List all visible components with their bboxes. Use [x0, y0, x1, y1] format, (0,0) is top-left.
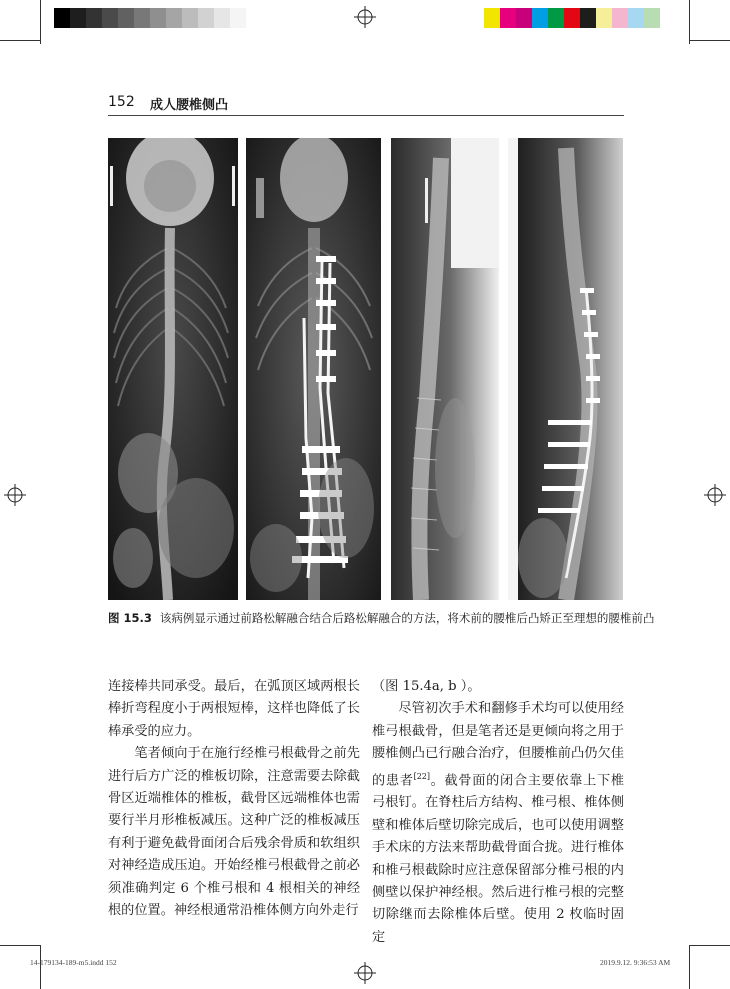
gray-step-swatch: [86, 8, 102, 28]
color-patch-swatch: [564, 8, 580, 28]
grayscale-calibration-bar: [54, 8, 246, 28]
gray-step-swatch: [102, 8, 118, 28]
color-patch-swatch: [596, 8, 612, 28]
color-patch-swatch: [500, 8, 516, 28]
color-patch-swatch: [644, 8, 660, 28]
registration-mark-left: [4, 484, 26, 506]
registration-mark-bottom: [354, 962, 376, 984]
gray-step-swatch: [54, 8, 70, 28]
color-patch-swatch: [532, 8, 548, 28]
color-patch-swatch: [580, 8, 596, 28]
paragraph: 笔者倾向于在施行经椎弓根截骨之前先进行后方广泛的椎板切除，注意需要去除截骨区近端椎体的椎板，截骨区远端椎体也需要行半月形椎板减压。这种广泛的椎板减压有利于避免截骨面闭合后残余骨质和软组织对神经造成压迫。开始经椎弓根截骨之前必须准确判定 6 个椎弓根和 4 根相关的神经根的位置。神经根通常沿椎体侧方向外走行: [108, 746, 360, 919]
postop-ap-xray: [246, 138, 381, 600]
gray-step-swatch: [198, 8, 214, 28]
postop-lateral-xray: [508, 138, 623, 600]
preop-lateral-xray: [391, 138, 499, 600]
footer-file-info: 14-179134-189-m5.indd 152: [30, 958, 117, 967]
preop-ap-xray: [108, 138, 238, 600]
color-patch-swatch: [484, 8, 500, 28]
gray-step-swatch: [134, 8, 150, 28]
running-title: 成人腰椎侧凸: [150, 98, 229, 113]
paragraph-text: 。截骨面的闭合主要依靠上下椎弓根钉。在脊柱后方结构、椎弓根、椎体侧壁和椎体后壁切除完成后，也可以使用调整手术床的方法来帮助截骨面合拢。进行椎体和椎弓根截除时应注意保留部分椎弓根的内侧壁以保护神经根。然后进行椎弓根的完整切除继而去除椎体后壁。使用 2 枚临时固定: [372, 773, 625, 945]
gray-step-swatch: [150, 8, 166, 28]
page-number: 152: [108, 94, 135, 110]
gray-step-swatch: [166, 8, 182, 28]
body-left-column: [108, 676, 360, 922]
body-right-column: [372, 676, 624, 949]
gray-step-swatch: [118, 8, 134, 28]
color-patch-swatch: [548, 8, 564, 28]
footer-timestamp: 2019.9.12. 9:36:53 AM: [600, 958, 671, 967]
figure-caption: [108, 610, 655, 626]
header-rule: [108, 115, 624, 116]
color-calibration-bar: [484, 8, 660, 28]
registration-mark-right: [704, 484, 726, 506]
gray-step-swatch: [230, 8, 246, 28]
paragraph-text: 尽管初次手术和翻修手术均可以使用经椎弓根截骨，但是笔者还是更倾向将之用于腰椎侧凸已行融合治疗，但腰椎前凸仍欠佳的患者: [372, 701, 624, 789]
gray-step-swatch: [182, 8, 198, 28]
figure-caption-text: 该病例显示通过前路松解融合结合后路松解融合的方法，将术前的腰椎后凸矫正至理想的腰椎前凸: [159, 611, 655, 625]
figure-label: 图 15.3: [108, 611, 152, 625]
paragraph: 连接棒共同承受。最后，在弧顶区域两根长棒折弯程度小于两根短棒，这样也降低了长棒承受的应力。: [108, 679, 360, 739]
registration-mark-top: [354, 6, 376, 28]
figure-xray-panel: [108, 138, 623, 600]
color-patch-swatch: [516, 8, 532, 28]
gray-step-swatch: [70, 8, 86, 28]
color-patch-swatch: [612, 8, 628, 28]
paragraph: [372, 698, 624, 949]
gray-step-swatch: [214, 8, 230, 28]
citation: [22]: [413, 771, 430, 781]
color-patch-swatch: [628, 8, 644, 28]
paragraph: （图 15.4a, b ）。: [372, 679, 481, 694]
